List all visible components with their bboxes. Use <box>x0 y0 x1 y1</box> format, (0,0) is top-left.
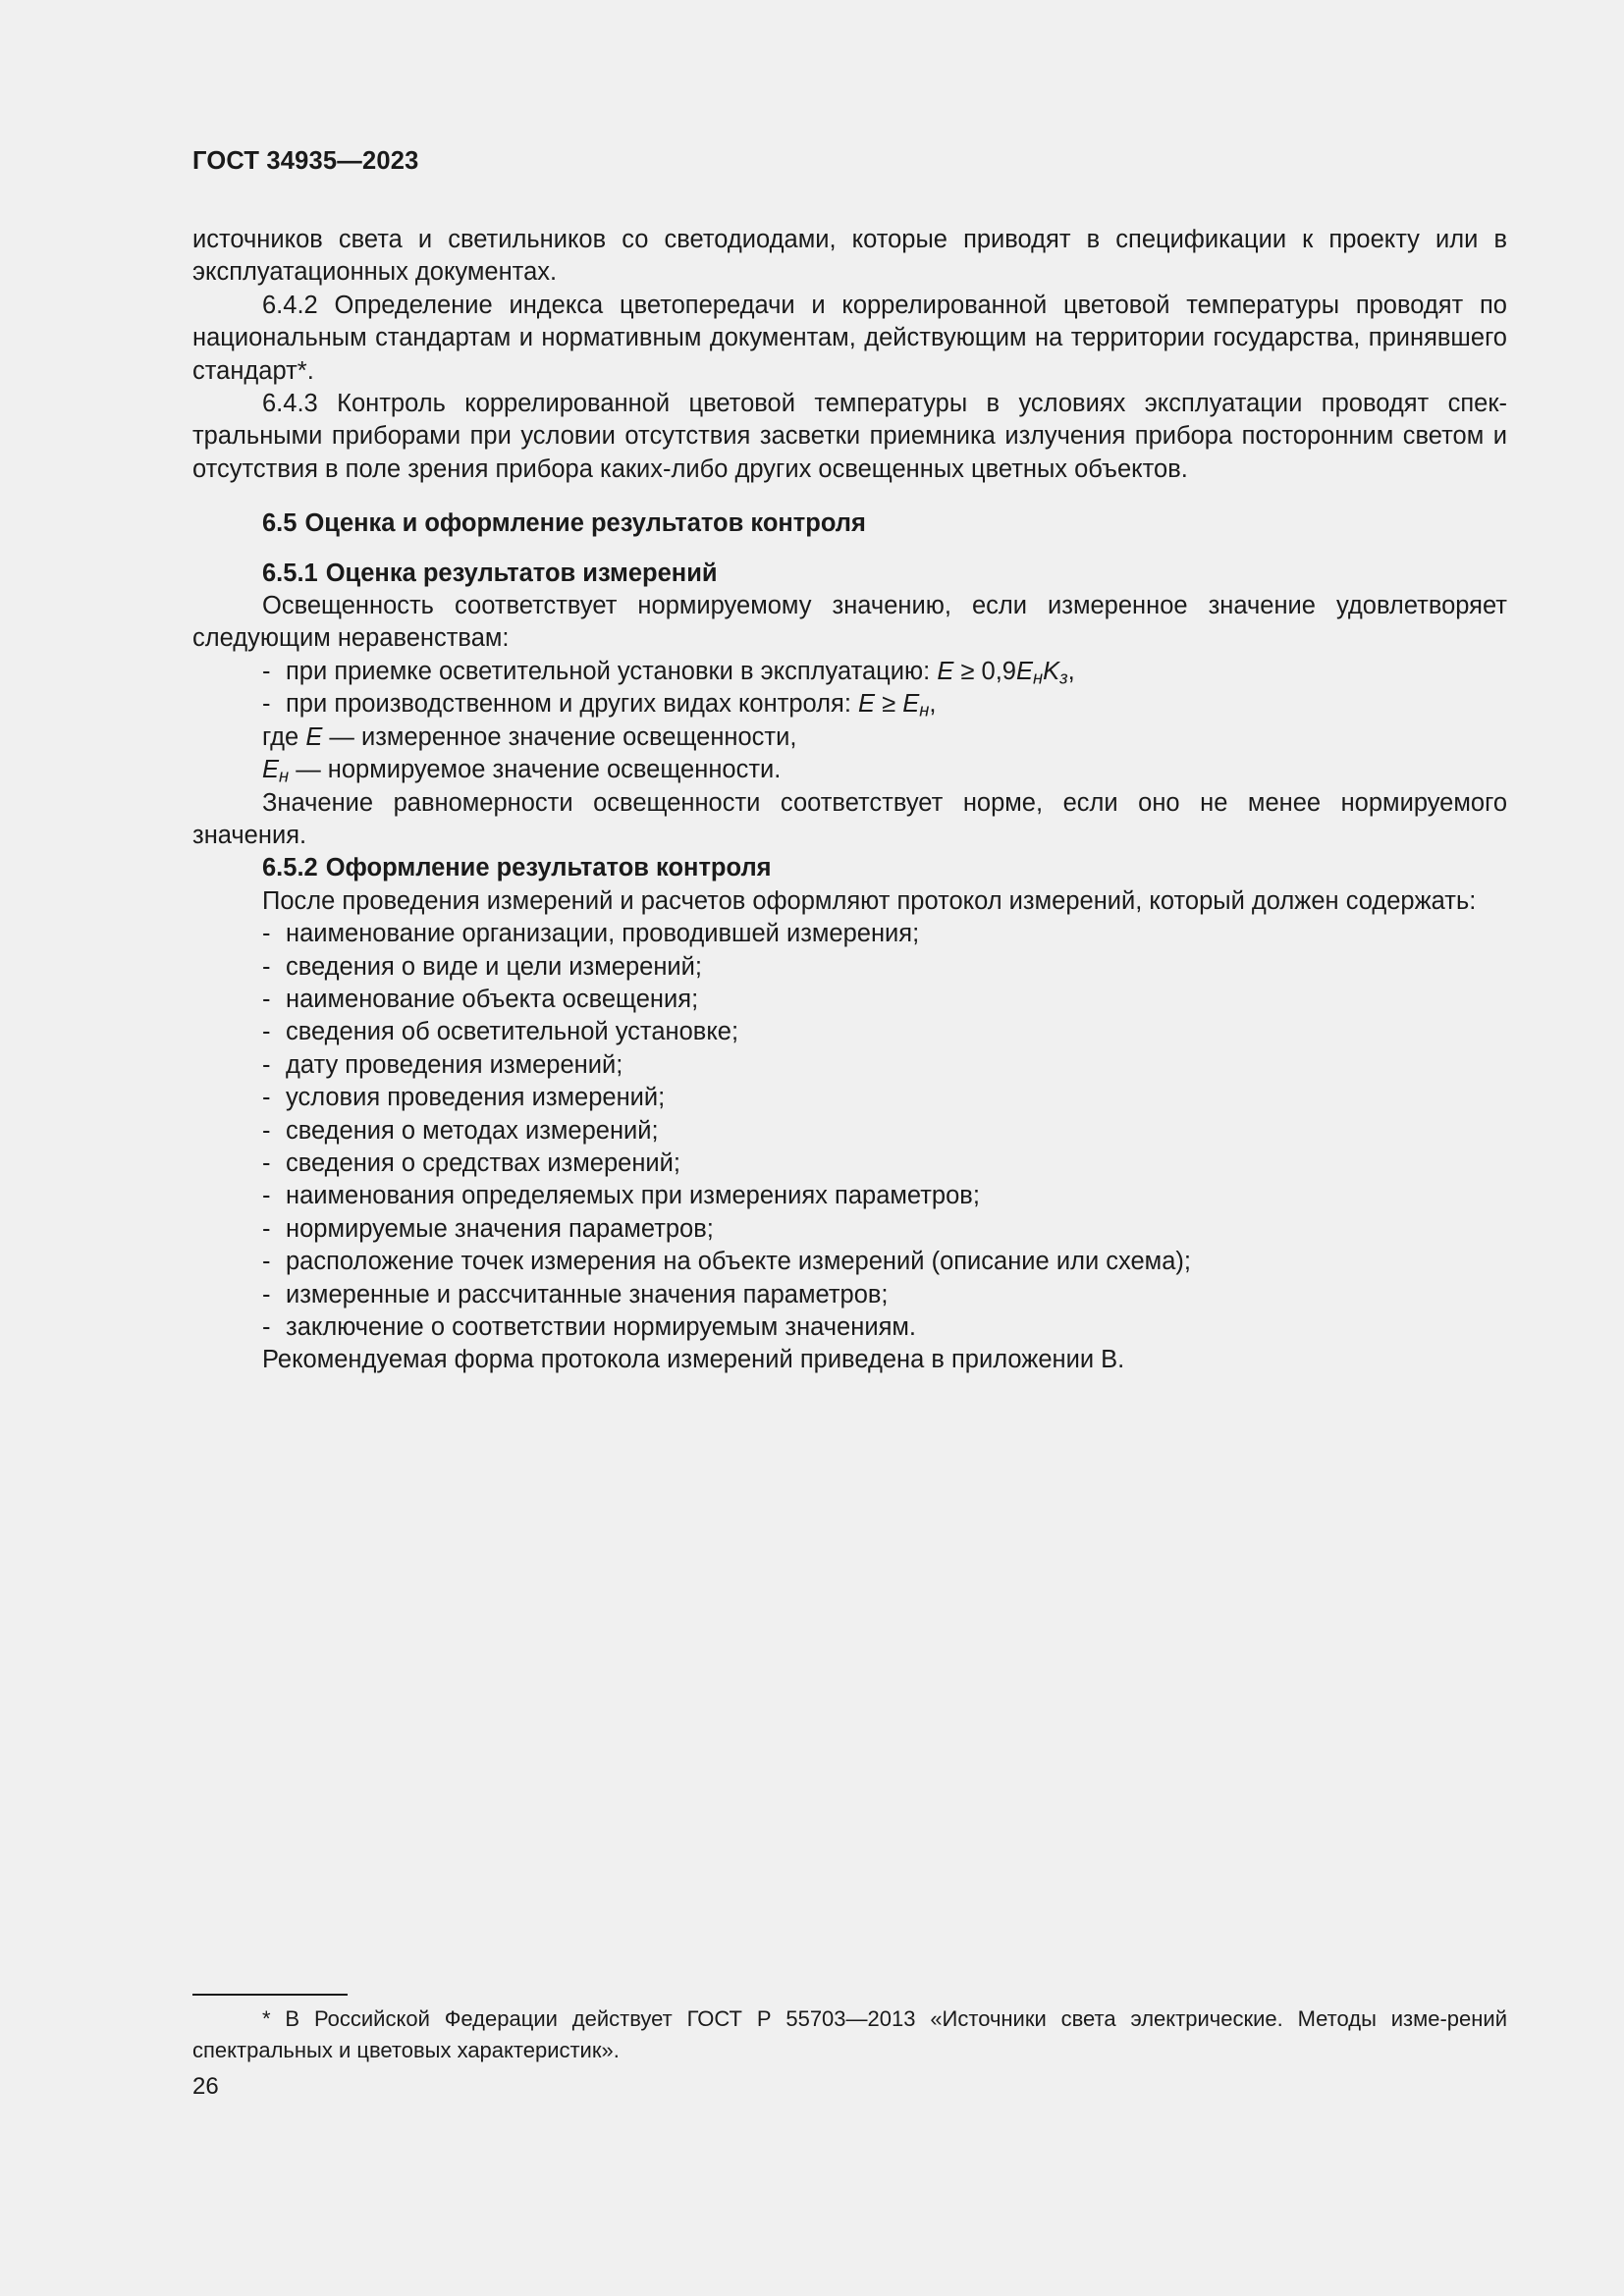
formula-symbol: E <box>902 690 920 719</box>
formula-subscript: н <box>1032 667 1044 688</box>
where-normalized <box>192 754 1507 786</box>
formula-symbol: E <box>858 690 876 719</box>
protocol-intro: После проведения измерений и расчетов оформляют протокол измерений, который должен содержать: <box>262 886 1477 915</box>
footnote <box>192 2003 1507 2066</box>
list-item <box>192 1311 1507 1344</box>
list-item-text: дату проведения измерений; <box>286 1050 623 1079</box>
formula-symbol: E <box>937 657 954 685</box>
list-item <box>192 918 1507 950</box>
list-item-text: сведения об осветительной установке; <box>286 1018 739 1046</box>
where-definition: — измеренное значение освещенности, <box>322 722 797 751</box>
list-marker: - <box>262 1214 271 1243</box>
footnote-text: * В Российской Федерации действует ГОСТ Р 55703—2013 «Источники света электрические. Методы изме-рений спектральных и цветовых характеристик». <box>192 2006 1507 2062</box>
list-item-text: наименование объекта освещения; <box>286 985 699 1013</box>
list-marker: - <box>262 1050 271 1079</box>
formula-symbol: K <box>1043 657 1060 685</box>
punctuation: , <box>929 690 937 719</box>
condition-text: при приемке осветительной установки в эксплуатацию: <box>286 657 938 685</box>
formula-subscript: з <box>1059 667 1068 688</box>
subsection-heading-6-5-2 <box>192 852 1507 884</box>
formula-symbol: E <box>262 756 280 784</box>
condition-production <box>192 688 1507 721</box>
paragraph-continuation: источников света и светильников со светодиодами, которые приводят в спецификации к проекту или в эксплуатационных документах. <box>192 226 1507 287</box>
list-marker: - <box>262 657 271 685</box>
list-item-text: нормируемые значения параметров; <box>286 1214 714 1243</box>
formula-subscript: н <box>919 699 930 721</box>
where-prefix: где <box>262 722 306 751</box>
list-item-text: сведения о виде и цели измерений; <box>286 952 702 981</box>
clause-6-4-3: 6.4.3 Контроль коррелированной цветовой температуры в условиях эксплуатации проводят спек-тральными приборами при условии отсутствия засветки приемника излучения прибора посторонним светом и отсутствия в поле зрения прибора каких-либо других освещенных цветных объектов. <box>192 390 1507 483</box>
list-marker: - <box>262 952 271 981</box>
list-marker: - <box>262 1280 271 1308</box>
footnote-divider <box>192 1994 348 1996</box>
subsection-title: Оформление результатов контроля <box>325 854 772 882</box>
list-item-text: условия проведения измерений; <box>286 1084 666 1112</box>
list-item-text: заключение о соответствии нормируемым значениям. <box>286 1313 916 1341</box>
document-code-header: ГОСТ 34935—2023 <box>192 147 419 175</box>
list-marker: - <box>262 920 271 948</box>
list-item <box>192 1049 1507 1082</box>
list-item <box>192 1180 1507 1212</box>
formula-symbol: E <box>305 722 323 751</box>
subsection-title: Оценка результатов измерений <box>325 559 718 587</box>
formula-operator: ≥ <box>875 690 903 719</box>
list-item <box>192 1279 1507 1311</box>
section-title: Оценка и оформление результатов контроля <box>304 509 866 538</box>
formula-subscript: н <box>279 765 290 786</box>
list-marker: - <box>262 690 271 719</box>
list-marker: - <box>262 985 271 1013</box>
clause-6-4-2: 6.4.2 Определение индекса цветопередачи и коррелированной цветовой температуры проводят по национальным стандартам и нормативным документам, действующим на территории государства, принявшего стандарт*. <box>192 291 1507 385</box>
page-number: 26 <box>192 2073 219 2100</box>
list-marker: - <box>262 1116 271 1145</box>
list-marker: - <box>262 1248 271 1276</box>
formula-operator: ≥ 0,9 <box>953 657 1016 685</box>
list-item <box>192 1016 1507 1048</box>
list-item <box>192 1213 1507 1246</box>
section-heading-6-5 <box>192 507 1507 540</box>
where-measured <box>192 721 1507 754</box>
subsection-number: 6.5.2 <box>262 854 318 882</box>
condition-text: при производственном и других видах контроля: <box>286 690 858 719</box>
list-marker: - <box>262 1313 271 1341</box>
subsection-heading-6-5-1 <box>192 558 1507 590</box>
list-item-text: сведения о средствах измерений; <box>286 1148 680 1177</box>
list-marker: - <box>262 1084 271 1112</box>
list-marker: - <box>262 1182 271 1210</box>
condition-acceptance <box>192 656 1507 688</box>
protocol-contents-list <box>192 918 1507 1344</box>
list-item-text: расположение точек измерения на объекте измерений (описание или схема); <box>286 1248 1191 1276</box>
list-marker: - <box>262 1148 271 1177</box>
list-item <box>192 984 1507 1016</box>
list-item-text: наименования определяемых при измерениях параметров; <box>286 1182 980 1210</box>
punctuation: , <box>1067 657 1075 685</box>
list-item <box>192 1082 1507 1114</box>
list-marker: - <box>262 1018 271 1046</box>
where-definition: — нормируемое значение освещенности. <box>289 756 782 784</box>
subsection-number: 6.5.1 <box>262 559 318 587</box>
list-item-text: наименование организации, проводившей измерения; <box>286 920 920 948</box>
document-body <box>192 224 1507 1377</box>
uniformity-paragraph: Значение равномерности освещенности соответствует норме, если оно не менее нормируемого значения. <box>192 788 1507 849</box>
list-item <box>192 951 1507 984</box>
list-item <box>192 1115 1507 1148</box>
formula-symbol: E <box>1015 657 1033 685</box>
protocol-recommendation: Рекомендуемая форма протокола измерений приведена в приложении В. <box>262 1346 1125 1374</box>
section-number: 6.5 <box>262 509 298 538</box>
list-item <box>192 1246 1507 1278</box>
list-item <box>192 1148 1507 1180</box>
list-item-text: сведения о методах измерений; <box>286 1116 659 1145</box>
illuminance-intro: Освещенность соответствует нормируемому значению, если измеренное значение удовлетворяет следующим неравенствам: <box>192 592 1507 653</box>
list-item-text: измеренные и рассчитанные значения параметров; <box>286 1280 889 1308</box>
